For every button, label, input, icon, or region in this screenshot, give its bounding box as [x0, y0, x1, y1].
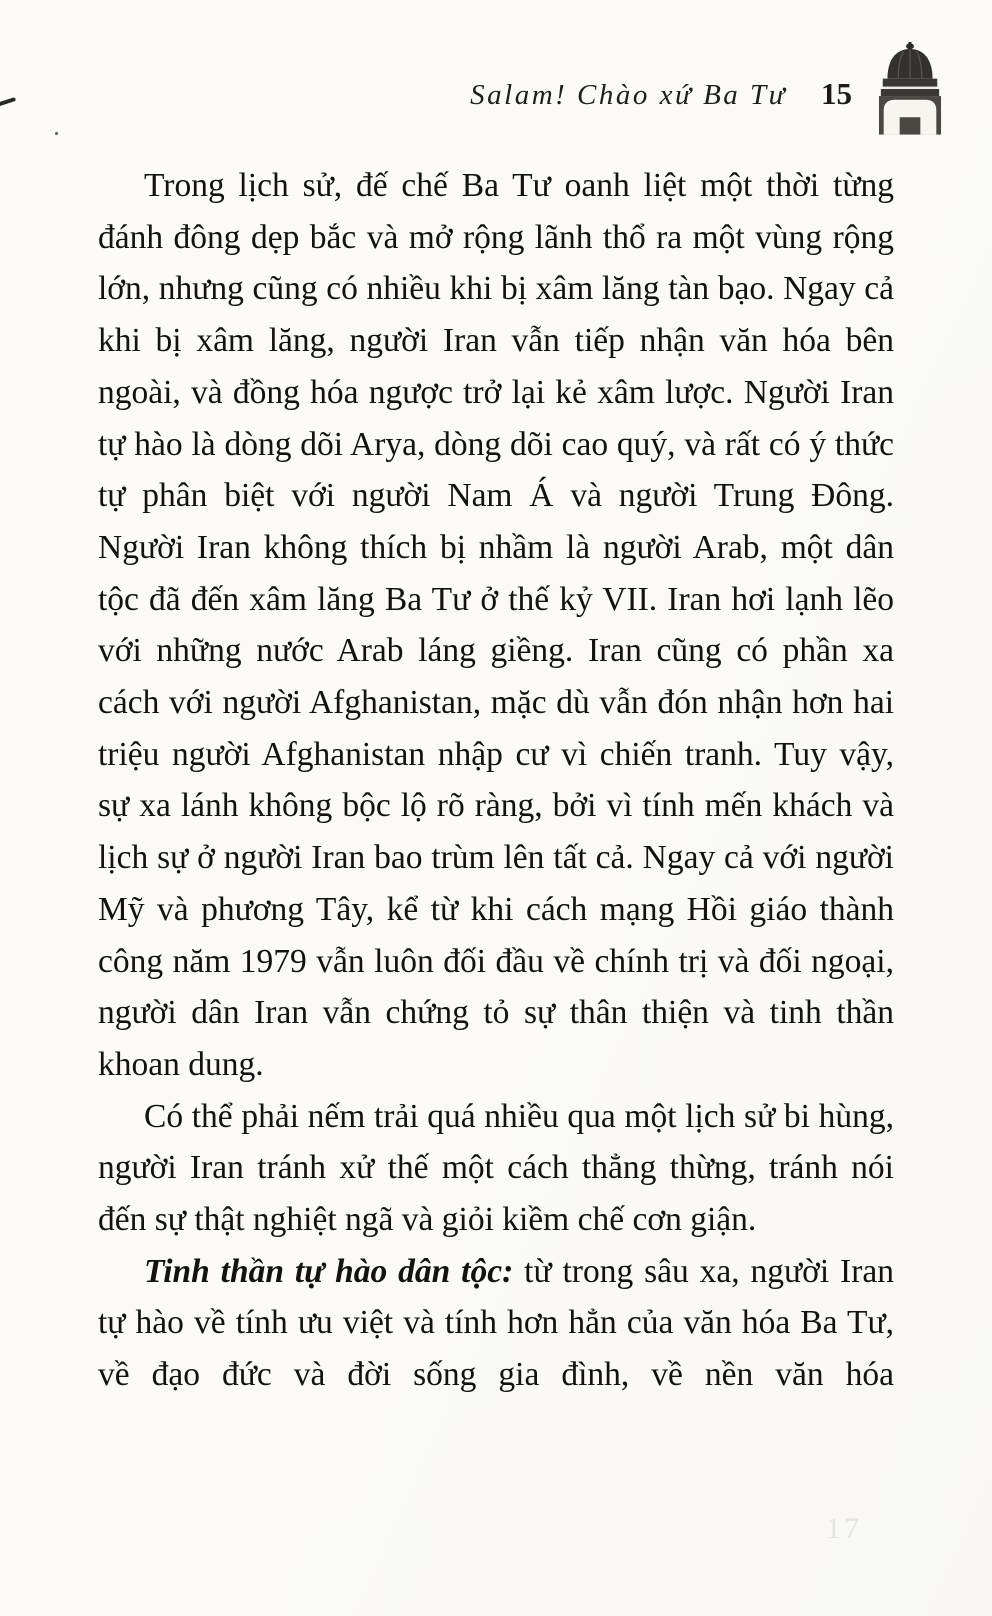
mosque-icon	[872, 42, 948, 136]
paragraph: Trong lịch sử, đế chế Ba Tư oanh liệt một thời từng đánh đông dẹp bắc và mở rộng lãnh thổ ra một vùng rộng lớn, nhưng cũng có nhiều khi bị xâm lăng tàn bạo. Ngay cả khi bị xâm lăng, người Iran vẫn tiếp nhận văn hóa bên ngoài, và đồng hóa ngược trở lại kẻ xâm lược. Người Iran tự hào là dòng dõi Arya, dòng dõi cao quý, và rất có ý thức tự phân biệt với người Nam Á và người Trung Đông. Người Iran không thích bị nhầm là người Arab, một dân tộc đã đến xâm lăng Ba Tư ở thế kỷ VII. Iran hơi lạnh lẽo với những nước Arab láng giềng. Iran cũng có phần xa cách với người Afghanistan, mặc dù vẫn đón nhận hơn hai triệu người Afghanistan nhập cư vì chiến tranh. Tuy vậy, sự xa lánh không bộc lộ rõ ràng, bởi vì tính mến khách và lịch sự ở người Iran bao trùm lên tất cả. Ngay cả với người Mỹ và phương Tây, kể từ khi cách mạng Hồi giáo thành công năm 1979 vẫn luôn đối đầu về chính trị và đối ngoại, người dân Iran vẫn chứng tỏ sự thân thiện và tinh thần khoan dung.	[98, 167, 894, 1083]
paragraph	[98, 1246, 894, 1401]
scan-edge-mark	[0, 97, 16, 107]
paragraph-lead: Tinh thần tự hào dân tộc:	[144, 1252, 514, 1290]
bleed-through-page-number: 17	[826, 1512, 862, 1545]
page-body	[98, 160, 894, 1401]
paragraph-text: từ trong sâu xa, người Iran tự hào về tính ưu việt và tính hơn hẳn của văn hóa Ba Tư, về đạo đức và đời sống gia đình, về nền văn hóa	[98, 1252, 894, 1394]
running-title: Salam! Chào xứ Ba Tư	[470, 79, 787, 111]
running-header	[470, 42, 948, 136]
paragraph: Có thể phải nếm trải quá nhiều qua một lịch sử bi hùng, người Iran tránh xử thế một cách thẳng thừng, tránh nói đến sự thật nghiệt ngã và giỏi kiềm chế cơn giận.	[98, 1097, 894, 1239]
page-number: 15	[821, 76, 852, 111]
scan-speck	[55, 132, 58, 135]
